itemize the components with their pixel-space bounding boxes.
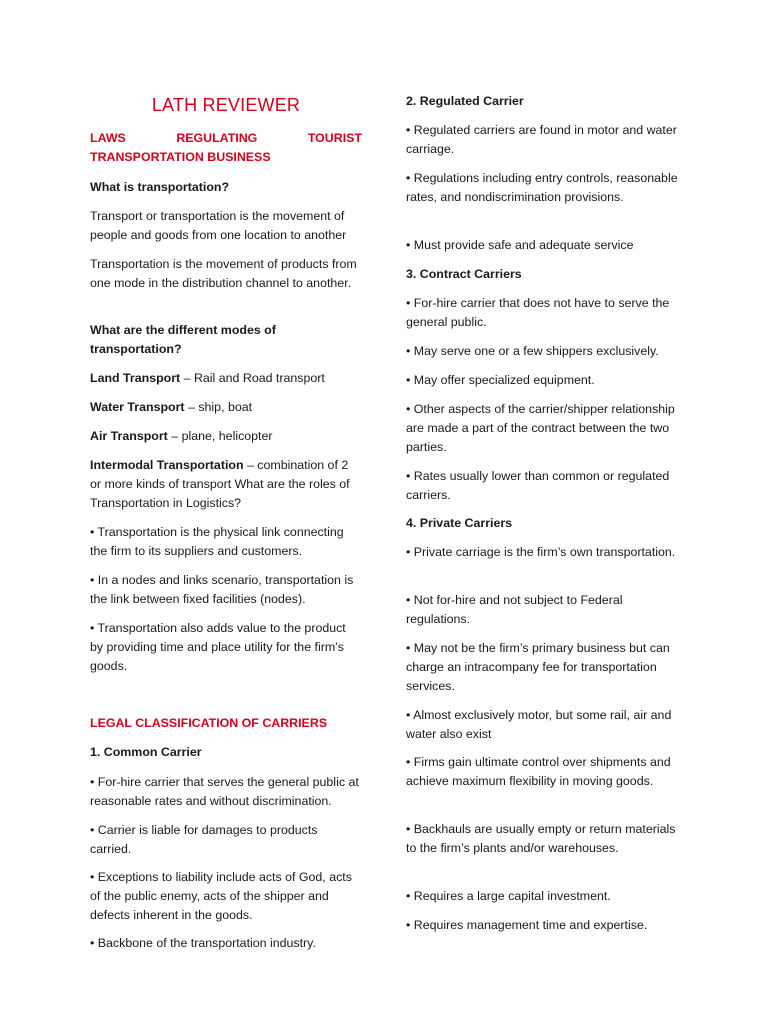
mode-label: Water Transport — [90, 400, 185, 414]
subheading-private-carriers: 4. Private Carriers — [406, 516, 513, 530]
question-what-is-transportation: What is transportation? — [90, 180, 230, 194]
section-heading-legal-classification: LEGAL CLASSIFICATION OF CARRIERS — [90, 716, 328, 730]
bullet-item: • Exceptions to liability include acts of God, acts of the public enemy, acts of the shipper and defects inherent in the goods. — [90, 870, 352, 923]
bullet-item: • Rates usually lower than common or regulated carriers. — [406, 469, 670, 503]
heading-word: TOURIST — [307, 131, 362, 145]
bullet-item: • In a nodes and links scenario, transportation is the link between fixed facilities (nodes). — [90, 573, 354, 607]
mode-label: Air Transport — [90, 429, 168, 443]
bullet-item: • Not for-hire and not subject to Federal regulations. — [406, 593, 623, 627]
mode-item — [90, 456, 362, 514]
mode-text: – Rail and Road transport — [180, 371, 325, 385]
bullet-item: • Transportation also adds value to the product by providing time and place utility for the firm’s goods. — [90, 621, 346, 674]
heading-word: LAWS — [90, 131, 126, 145]
mode-label: Land Transport — [90, 371, 181, 385]
bullet-item: • Carrier is liable for damages to products carried. — [90, 823, 318, 857]
paragraph: Transportation is the movement of products from one mode in the distribution channel to another. — [90, 257, 357, 291]
mode-item — [90, 369, 362, 388]
mode-label: Intermodal Transportation — [90, 458, 244, 472]
mode-text: – combination of 2 or more kinds of transport What are the roles of Transportation in Logistics? — [90, 458, 350, 511]
bullet-item: • Regulated carriers are found in motor and water carriage. — [406, 123, 677, 157]
mode-item — [90, 398, 362, 417]
bullet-item: • Transportation is the physical link connecting the firm to its suppliers and customers. — [90, 525, 344, 559]
bullet-item: • Private carriage is the firm’s own transportation. — [406, 545, 676, 559]
subheading-common-carrier: 1. Common Carrier — [90, 745, 202, 759]
heading-word: REGULATING — [176, 131, 258, 145]
bullet-item: • Almost exclusively motor, but some rail, air and water also exist — [406, 708, 672, 742]
section-heading-laws — [90, 129, 362, 148]
mode-text: – ship, boat — [184, 400, 253, 414]
bullet-item: • For-hire carrier that serves the general public at reasonable rates and without discrimination. — [90, 775, 359, 809]
paragraph: Transport or transportation is the movement of people and goods from one location to another — [90, 209, 347, 243]
subheading-regulated-carrier: 2. Regulated Carrier — [406, 94, 524, 108]
bullet-item: • Backbone of the transportation industry. — [90, 936, 316, 950]
bullet-item: • Regulations including entry controls, reasonable rates, and nondiscrimination provisions. — [406, 171, 678, 205]
bullet-item: • Other aspects of the carrier/shipper relationship are made a part of the contract between the two parties. — [406, 402, 675, 455]
bullet-item: • Requires a large capital investment. — [406, 889, 611, 903]
mode-item — [90, 427, 362, 446]
bullet-item: • Requires management time and expertise. — [406, 918, 648, 932]
bullet-item: • Backhauls are usually empty or return materials to the firm’s plants and/or warehouses. — [406, 822, 676, 856]
subheading-contract-carriers: 3. Contract Carriers — [406, 267, 522, 281]
question-modes: What are the different modes of transportation? — [90, 323, 276, 357]
bullet-item: • May serve one or a few shippers exclusively. — [406, 344, 659, 358]
bullet-item: • May not be the firm’s primary business but can charge an intracompany fee for transportation services. — [406, 641, 670, 694]
section-heading-laws-line2: TRANSPORTATION BUSINESS — [90, 150, 271, 164]
bullet-item: • Firms gain ultimate control over shipments and achieve maximum flexibility in moving goods. — [406, 755, 671, 789]
document-title: LATH REVIEWER — [151, 95, 301, 115]
bullet-item: • May offer specialized equipment. — [406, 373, 595, 387]
bullet-item: • Must provide safe and adequate service — [406, 238, 634, 252]
mode-text: – plane, helicopter — [167, 429, 273, 443]
bullet-item: • For-hire carrier that does not have to serve the general public. — [406, 296, 670, 330]
